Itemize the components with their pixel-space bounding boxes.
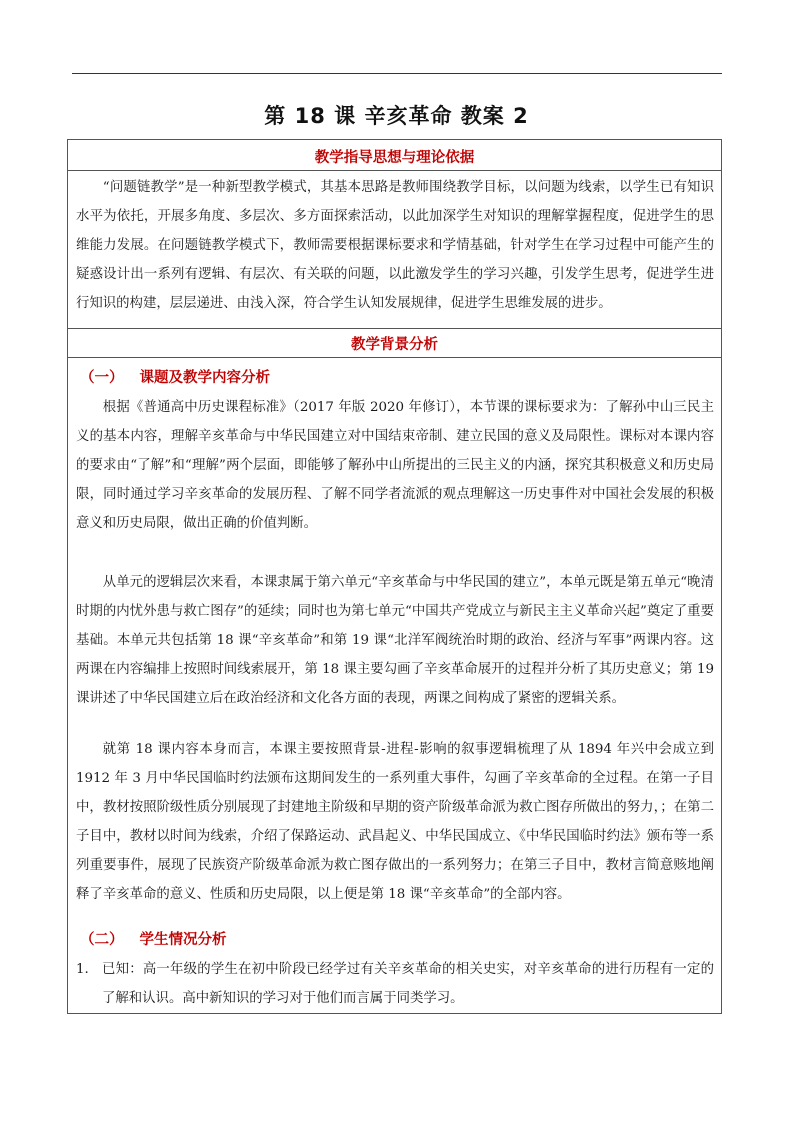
subheading-number: （一）	[80, 370, 124, 386]
list-item-number: 1.	[76, 962, 89, 977]
table-divider	[67, 357, 722, 358]
section-heading-background: 教学背景分析	[351, 337, 438, 353]
content-paragraph: 从单元的逻辑层次来看，本课隶属于第六单元“辛亥革命与中华民国的建立”，本单元既是第五单元“晚清时期的内忧外患与救亡图存”的延续；同时也为第七单元“中国共产党成立与新民主主义革命兴起”奠定了重要基础。本单元共包括第 18 课“辛亥革命”和第 19 课“北洋军阀统治时期的政治、经济与军事”两课内容。这两课在内容编排上按照时间线索展开，第 18 课主要勾画了辛亥革命展开的过程并分析了其历史意义；第 19 课讲述了中华民国建立后在政治经济和文化各方面的表现，两课之间构成了紧密的逻辑关系。	[76, 575, 714, 706]
content-paragraph: 根据《普通高中历史课程标准》（2017 年版 2020 年修订），本节课的课标要求为：了解孙中山三民主义的基本内容，理解辛亥革命与中华民国建立对中国结束帝制、建立民国的意义及局限性。课标对本课内容的要求由“了解”和“理解”两个层面，即能够了解孙中山所提出的三民主义的内涵，探究其积极意义和历史局限，同时通过学习辛亥革命的发展历程、了解不同学者流派的观点理解这一历史事件对中国社会发展的积极意义和历史局限，做出正确的价值判断。	[76, 400, 714, 531]
table-divider	[67, 170, 722, 171]
header-rule	[72, 73, 722, 74]
subheading-number: （二）	[80, 932, 124, 948]
subheading-student-analysis	[80, 928, 227, 949]
guiding-paragraph: “问题链教学”是一种新型教学模式，其基本思路是教师围绕教学目标，以问题为线索，以学生已有知识水平为依托，开展多角度、多层次、多方面探索活动，以此加深学生对知识的理解掌握程度，促进学生的思维能力发展。在问题链教学模式下，教师需要根据课标要求和学情基础，针对学生在学习过程中可能产生的疑惑设计出一系列有逻辑、有层次、有关联的问题，以此激发学生的学习兴趣，引发学生思考，促进学生进行知识的构建，层层递进、由浅入深，符合学生认知发展规律，促进学生思维发展的进步。	[76, 180, 714, 311]
section-heading-guiding: 教学指导思想与理论依据	[314, 150, 475, 166]
table-divider	[67, 328, 722, 329]
subheading-title: 学生情况分析	[139, 932, 227, 948]
document-title: 第 18 课 辛亥革命 教案 2	[264, 104, 529, 128]
subheading-title: 课题及教学内容分析	[139, 370, 270, 386]
subheading-topic-analysis	[80, 366, 270, 387]
content-paragraph: 就第 18 课内容本身而言，本课主要按照背景-进程-影响的叙事逻辑梳理了从 1894 年兴中会成立到 1912 年 3 月中华民国临时约法颁布这期间发生的一系列重大事件，勾画了辛亥革命的全过程。在第一子目中，教材按照阶级性质分别展现了封建地主阶级和早期的资产阶级革命派为救亡图存所做出的努力，；在第二子目中，教材以时间为线索，介绍了保路运动、武昌起义、中华民国成立、《中华民国临时约法》颁布等一系列重要事件，展现了民族资产阶级革命派为救亡图存做出的一系列努力；在第三子目中，教材言简意赅地阐释了辛亥革命的意义、性质和历史局限，以上便是第 18 课“辛亥革命”的全部内容。	[76, 742, 714, 902]
list-item-text: 已知：高一年级的学生在初中阶段已经学过有关辛亥革命的相关史实，对辛亥革命的进行历程有一定的了解和认识。高中新知识的学习对于他们而言属于同类学习。	[102, 962, 714, 1006]
